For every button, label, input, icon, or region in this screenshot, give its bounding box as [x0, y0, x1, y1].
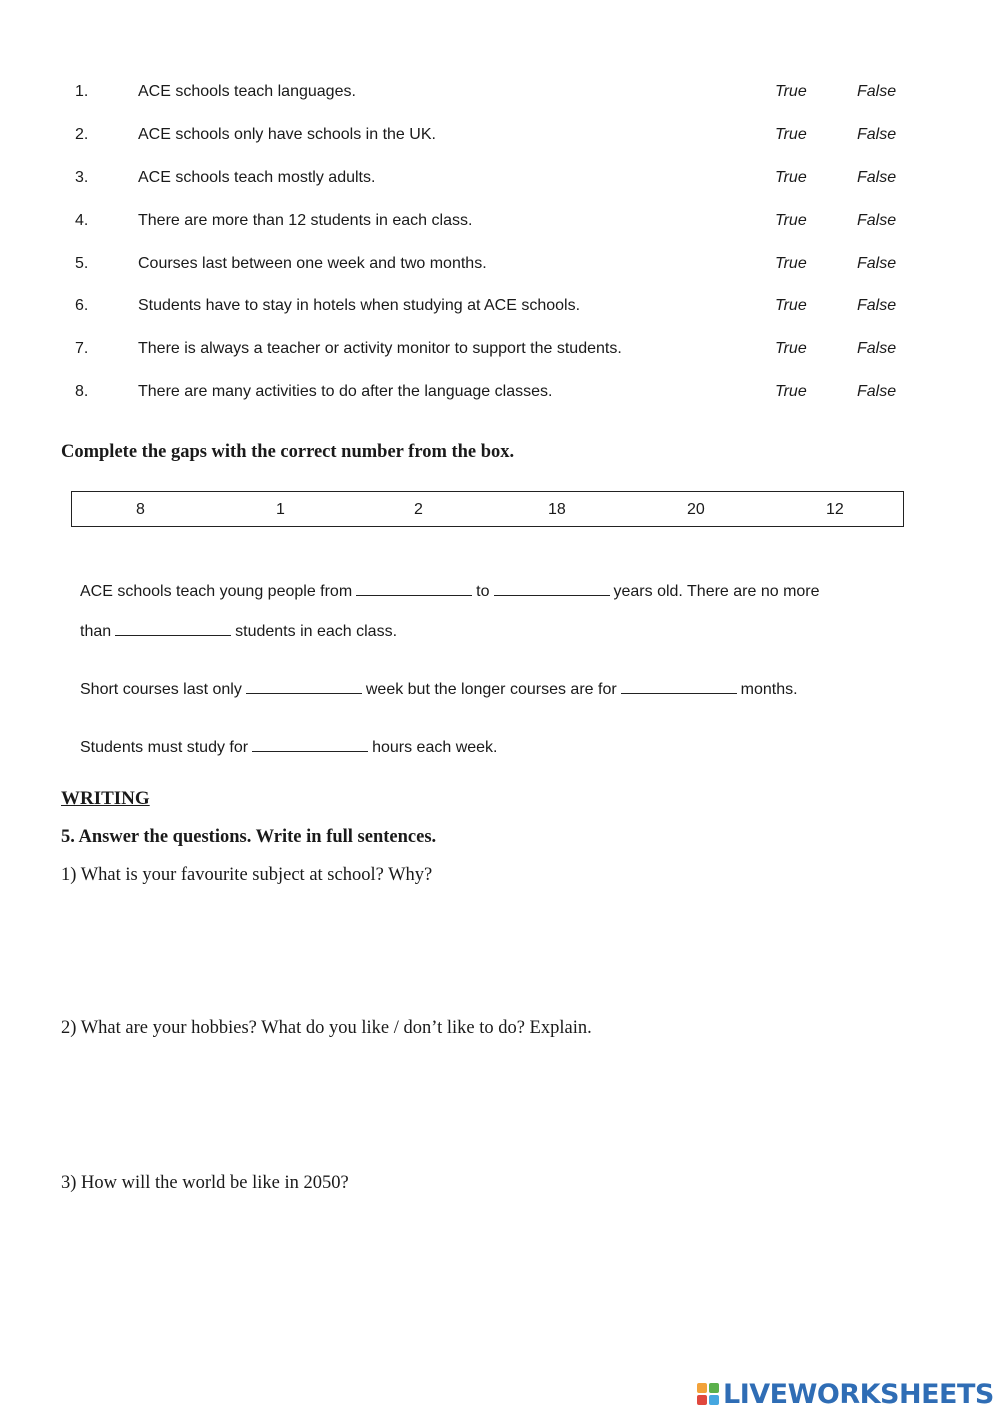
gap-blank[interactable]	[494, 580, 610, 596]
false-option[interactable]: False	[857, 212, 897, 229]
writing-question-1: 1) What is your favourite subject at school? Why?	[61, 865, 433, 885]
box-number: 1	[276, 501, 285, 518]
gap-text-segment: students in each class.	[235, 623, 398, 640]
gap-text-segment: week but the longer courses are for	[365, 681, 617, 698]
gap-line-3	[80, 678, 798, 699]
tf-row-1	[0, 83, 1000, 107]
tf-row-4	[0, 212, 1000, 236]
gap-line-1	[80, 580, 820, 601]
tf-number: 3.	[75, 169, 89, 186]
gap-blank[interactable]	[252, 736, 368, 752]
true-option[interactable]: True	[775, 169, 807, 186]
tf-statement: There are many activities to do after the language classes.	[138, 383, 553, 400]
box-number: 20	[687, 501, 705, 518]
gap-text-segment: hours each week.	[372, 739, 498, 756]
tf-row-3	[0, 169, 1000, 193]
tf-statement: ACE schools teach languages.	[138, 83, 356, 100]
gap-text-segment: months.	[740, 681, 798, 698]
tf-statement: ACE schools teach mostly adults.	[138, 169, 376, 186]
gap-text-segment: years old. There are no more	[613, 583, 820, 600]
tf-statement: Courses last between one week and two months.	[138, 255, 487, 272]
writing-question-3: 3) How will the world be like in 2050?	[61, 1173, 349, 1193]
box-number: 2	[414, 501, 423, 518]
false-option[interactable]: False	[857, 169, 897, 186]
box-number: 18	[548, 501, 566, 518]
tf-number: 4.	[75, 212, 89, 229]
tf-number: 8.	[75, 383, 89, 400]
tf-number: 1.	[75, 83, 89, 100]
gap-line-2	[80, 620, 397, 641]
gap-blank[interactable]	[356, 580, 472, 596]
liveworksheets-logo-icon	[697, 1381, 721, 1407]
gap-text-segment: than	[80, 623, 112, 640]
tf-statement: There are more than 12 students in each class.	[138, 212, 473, 229]
true-option[interactable]: True	[775, 255, 807, 272]
tf-statement: Students have to stay in hotels when studying at ACE schools.	[138, 297, 581, 314]
false-option[interactable]: False	[857, 126, 897, 143]
number-box	[71, 491, 904, 527]
tf-statement: There is always a teacher or activity monitor to support the students.	[138, 340, 622, 357]
tf-number: 7.	[75, 340, 89, 357]
gap-text-segment: Students must study for	[80, 739, 249, 756]
tf-row-8	[0, 383, 1000, 407]
gap-blank[interactable]	[115, 620, 231, 636]
gap-fill-instruction: Complete the gaps with the correct number from the box.	[61, 442, 515, 462]
tf-number: 2.	[75, 126, 89, 143]
box-number: 12	[826, 501, 844, 518]
gap-text-segment: Short courses last only	[80, 681, 242, 698]
writing-question-2: 2) What are your hobbies? What do you like / don’t like to do? Explain.	[61, 1018, 592, 1038]
false-option[interactable]: False	[857, 255, 897, 272]
tf-number: 6.	[75, 297, 89, 314]
gap-text-segment: to	[476, 583, 490, 600]
tf-statement: ACE schools only have schools in the UK.	[138, 126, 436, 143]
liveworksheets-logo-text: LIVEWORKSHEETS	[723, 1378, 994, 1410]
writing-task: 5. Answer the questions. Write in full sentences.	[61, 827, 437, 847]
tf-row-6	[0, 297, 1000, 321]
true-option[interactable]: True	[775, 126, 807, 143]
false-option[interactable]: False	[857, 297, 897, 314]
true-option[interactable]: True	[775, 212, 807, 229]
gap-line-4	[80, 736, 497, 757]
false-option[interactable]: False	[857, 340, 897, 357]
liveworksheets-logo	[697, 1377, 994, 1411]
gap-blank[interactable]	[621, 678, 737, 694]
true-option[interactable]: True	[775, 297, 807, 314]
tf-number: 5.	[75, 255, 89, 272]
false-option[interactable]: False	[857, 383, 897, 400]
writing-heading: WRITING	[61, 788, 150, 809]
true-option[interactable]: True	[775, 340, 807, 357]
true-option[interactable]: True	[775, 83, 807, 100]
gap-blank[interactable]	[246, 678, 362, 694]
box-number: 8	[136, 501, 145, 518]
false-option[interactable]: False	[857, 83, 897, 100]
tf-row-5	[0, 255, 1000, 279]
true-option[interactable]: True	[775, 383, 807, 400]
tf-row-7	[0, 340, 1000, 364]
gap-text-segment: ACE schools teach young people from	[80, 583, 353, 600]
tf-row-2	[0, 126, 1000, 150]
